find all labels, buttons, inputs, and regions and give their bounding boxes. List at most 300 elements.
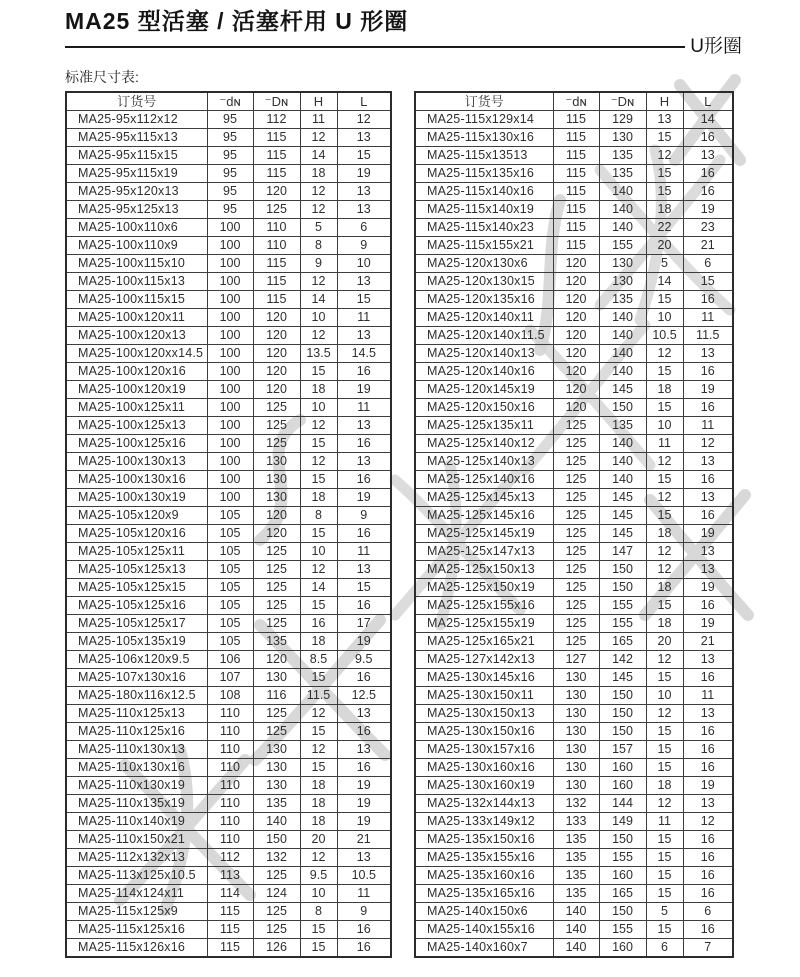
cell-order-no: MA25-106x120x9.5 [66, 651, 207, 669]
cell-l: 16 [337, 363, 391, 381]
cell-order-no: MA25-110x125x16 [66, 723, 207, 741]
cell-Dn: 140 [599, 309, 646, 327]
cell-Dn: 129 [599, 111, 646, 129]
cell-order-no: MA25-115x140x23 [415, 219, 553, 237]
cell-h: 12 [646, 651, 683, 669]
table-row [66, 885, 391, 903]
cell-h: 18 [646, 381, 683, 399]
cell-order-no: MA25-100x130x13 [66, 453, 207, 471]
cell-Dn: 140 [599, 219, 646, 237]
cell-h: 14 [646, 273, 683, 291]
cell-Dn: 145 [599, 525, 646, 543]
table-row [415, 165, 733, 183]
cell-h: 12 [646, 147, 683, 165]
col-header-order-no: 订货号 [66, 92, 207, 111]
cell-l: 9.5 [337, 651, 391, 669]
cell-Dn: 130 [599, 255, 646, 273]
cell-l: 13 [337, 741, 391, 759]
cell-Dn: 120 [253, 309, 300, 327]
cell-h: 12 [300, 273, 337, 291]
cell-h: 18 [300, 165, 337, 183]
cell-l: 16 [683, 831, 733, 849]
cell-order-no: MA25-130x157x16 [415, 741, 553, 759]
cell-order-no: MA25-120x150x16 [415, 399, 553, 417]
cell-dn: 130 [553, 741, 599, 759]
cell-Dn: 115 [253, 273, 300, 291]
col-header-l: L [683, 92, 733, 111]
cell-Dn: 130 [599, 129, 646, 147]
table-row [66, 777, 391, 795]
table-row [415, 273, 733, 291]
cell-h: 20 [646, 237, 683, 255]
cell-l: 16 [337, 471, 391, 489]
cell-l: 13 [337, 183, 391, 201]
cell-order-no: MA25-130x160x19 [415, 777, 553, 795]
cell-Dn: 150 [599, 705, 646, 723]
cell-h: 11 [646, 813, 683, 831]
cell-dn: 125 [553, 579, 599, 597]
cell-dn: 125 [553, 633, 599, 651]
cell-dn: 100 [207, 399, 253, 417]
cell-h: 14 [300, 579, 337, 597]
cell-dn: 100 [207, 255, 253, 273]
cell-h: 18 [646, 579, 683, 597]
table-row [415, 237, 733, 255]
cell-Dn: 110 [253, 219, 300, 237]
cell-order-no: MA25-130x145x16 [415, 669, 553, 687]
cell-dn: 120 [553, 273, 599, 291]
cell-dn: 106 [207, 651, 253, 669]
cell-Dn: 125 [253, 921, 300, 939]
cell-Dn: 110 [253, 237, 300, 255]
cell-Dn: 160 [599, 759, 646, 777]
cell-l: 11 [337, 309, 391, 327]
cell-order-no: MA25-95x115x13 [66, 129, 207, 147]
table-row [415, 399, 733, 417]
cell-l: 16 [337, 723, 391, 741]
table-row [415, 309, 733, 327]
cell-dn: 125 [553, 561, 599, 579]
table-row [415, 831, 733, 849]
table-row [66, 165, 391, 183]
cell-h: 15 [646, 471, 683, 489]
cell-order-no: MA25-100x120x16 [66, 363, 207, 381]
cell-h: 15 [646, 399, 683, 417]
cell-order-no: MA25-180x116x12.5 [66, 687, 207, 705]
table-row [66, 687, 391, 705]
cell-h: 18 [300, 381, 337, 399]
cell-dn: 100 [207, 327, 253, 345]
cell-l: 19 [337, 165, 391, 183]
cell-order-no: MA25-140x160x7 [415, 939, 553, 958]
section-label: U形圈 [690, 36, 742, 57]
table-row [415, 363, 733, 381]
cell-order-no: MA25-100x120x11 [66, 309, 207, 327]
cell-dn: 107 [207, 669, 253, 687]
cell-order-no: MA25-125x145x13 [415, 489, 553, 507]
cell-Dn: 135 [253, 633, 300, 651]
cell-Dn: 155 [599, 615, 646, 633]
cell-order-no: MA25-120x140x13 [415, 345, 553, 363]
cell-order-no: MA25-125x150x19 [415, 579, 553, 597]
cell-l: 13 [337, 849, 391, 867]
cell-dn: 100 [207, 309, 253, 327]
cell-order-no: MA25-135x165x16 [415, 885, 553, 903]
cell-h: 18 [646, 525, 683, 543]
cell-l: 15 [337, 579, 391, 597]
cell-dn: 100 [207, 219, 253, 237]
cell-h: 12 [300, 417, 337, 435]
cell-order-no: MA25-100x120xx14.5 [66, 345, 207, 363]
cell-h: 15 [300, 471, 337, 489]
cell-h: 12 [300, 705, 337, 723]
cell-Dn: 145 [599, 381, 646, 399]
cell-Dn: 116 [253, 687, 300, 705]
cell-dn: 115 [207, 939, 253, 958]
table-row [415, 651, 733, 669]
cell-h: 8 [300, 237, 337, 255]
cell-dn: 115 [553, 111, 599, 129]
cell-l: 19 [337, 795, 391, 813]
cell-Dn: 140 [599, 453, 646, 471]
cell-Dn: 155 [599, 921, 646, 939]
cell-dn: 110 [207, 831, 253, 849]
cell-order-no: MA25-115x135x16 [415, 165, 553, 183]
cell-l: 15 [337, 291, 391, 309]
cell-order-no: MA25-135x150x16 [415, 831, 553, 849]
table-row [415, 561, 733, 579]
cell-dn: 100 [207, 489, 253, 507]
cell-l: 7 [683, 939, 733, 958]
cell-l: 12 [683, 813, 733, 831]
table-row [66, 741, 391, 759]
cell-l: 14 [683, 111, 733, 129]
cell-dn: 100 [207, 381, 253, 399]
cell-order-no: MA25-125x145x16 [415, 507, 553, 525]
cell-Dn: 125 [253, 543, 300, 561]
cell-dn: 120 [553, 345, 599, 363]
cell-Dn: 150 [599, 399, 646, 417]
cell-h: 15 [646, 759, 683, 777]
table-row [66, 363, 391, 381]
table-row [415, 759, 733, 777]
cell-dn: 105 [207, 633, 253, 651]
cell-l: 19 [683, 201, 733, 219]
cell-order-no: MA25-133x149x12 [415, 813, 553, 831]
cell-dn: 130 [553, 705, 599, 723]
cell-order-no: MA25-110x125x13 [66, 705, 207, 723]
cell-dn: 115 [553, 201, 599, 219]
cell-l: 6 [683, 903, 733, 921]
page-title: MA25 型活塞 / 活塞杆用 U 形圈 [65, 8, 409, 34]
cell-l: 13 [683, 453, 733, 471]
table-row [66, 345, 391, 363]
cell-Dn: 135 [599, 291, 646, 309]
table-row [415, 813, 733, 831]
cell-Dn: 125 [253, 561, 300, 579]
cell-dn: 135 [553, 885, 599, 903]
cell-l: 12.5 [337, 687, 391, 705]
table-row [415, 201, 733, 219]
table-caption: 标准尺寸表: [65, 69, 139, 85]
cell-order-no: MA25-110x150x21 [66, 831, 207, 849]
table-row [66, 147, 391, 165]
table-row [66, 201, 391, 219]
cell-Dn: 125 [253, 903, 300, 921]
cell-order-no: MA25-100x120x19 [66, 381, 207, 399]
cell-order-no: MA25-140x155x16 [415, 921, 553, 939]
cell-l: 13 [337, 561, 391, 579]
cell-h: 13.5 [300, 345, 337, 363]
table-row [66, 669, 391, 687]
table-row [415, 219, 733, 237]
cell-h: 22 [646, 219, 683, 237]
cell-Dn: 140 [599, 327, 646, 345]
cell-order-no: MA25-105x120x9 [66, 507, 207, 525]
cell-h: 12 [646, 345, 683, 363]
cell-dn: 95 [207, 147, 253, 165]
cell-Dn: 165 [599, 885, 646, 903]
cell-Dn: 140 [599, 471, 646, 489]
cell-dn: 115 [553, 183, 599, 201]
table-row [66, 435, 391, 453]
cell-dn: 114 [207, 885, 253, 903]
cell-h: 15 [646, 129, 683, 147]
col-header-l: L [337, 92, 391, 111]
cell-Dn: 135 [599, 147, 646, 165]
cell-dn: 120 [553, 327, 599, 345]
table-row [66, 579, 391, 597]
cell-l: 11 [683, 687, 733, 705]
table-row [66, 813, 391, 831]
cell-order-no: MA25-110x130x13 [66, 741, 207, 759]
col-header-dn: ⁻dɴ [553, 92, 599, 111]
cell-h: 18 [300, 633, 337, 651]
cell-h: 15 [646, 867, 683, 885]
cell-order-no: MA25-115x13513 [415, 147, 553, 165]
table-row [66, 273, 391, 291]
cell-Dn: 160 [599, 777, 646, 795]
cell-Dn: 155 [599, 849, 646, 867]
table-row [415, 633, 733, 651]
cell-h: 10 [300, 399, 337, 417]
cell-dn: 125 [553, 507, 599, 525]
cell-Dn: 160 [599, 939, 646, 958]
cell-h: 12 [300, 741, 337, 759]
cell-Dn: 130 [253, 777, 300, 795]
table-row [66, 633, 391, 651]
cell-l: 12 [683, 435, 733, 453]
table-row [415, 939, 733, 958]
cell-l: 13 [337, 201, 391, 219]
cell-h: 12 [300, 327, 337, 345]
table-row [415, 453, 733, 471]
cell-dn: 115 [207, 921, 253, 939]
table-row [66, 183, 391, 201]
cell-h: 18 [300, 489, 337, 507]
cell-l: 11 [337, 543, 391, 561]
table-row [415, 417, 733, 435]
cell-dn: 115 [553, 237, 599, 255]
cell-order-no: MA25-105x125x17 [66, 615, 207, 633]
cell-h: 8 [300, 507, 337, 525]
cell-order-no: MA25-110x135x19 [66, 795, 207, 813]
cell-dn: 105 [207, 615, 253, 633]
cell-l: 11 [337, 399, 391, 417]
cell-dn: 100 [207, 237, 253, 255]
table-row [66, 867, 391, 885]
table-row [66, 417, 391, 435]
table-row [415, 147, 733, 165]
cell-order-no: MA25-130x150x16 [415, 723, 553, 741]
cell-h: 12 [646, 561, 683, 579]
cell-order-no: MA25-95x115x19 [66, 165, 207, 183]
size-table-left [65, 91, 392, 958]
cell-l: 11 [683, 309, 733, 327]
cell-h: 15 [300, 435, 337, 453]
cell-h: 10 [300, 885, 337, 903]
cell-Dn: 155 [599, 597, 646, 615]
cell-order-no: MA25-125x135x11 [415, 417, 553, 435]
cell-order-no: MA25-115x126x16 [66, 939, 207, 958]
cell-l: 11.5 [683, 327, 733, 345]
cell-dn: 133 [553, 813, 599, 831]
cell-order-no: MA25-120x135x16 [415, 291, 553, 309]
table-row [415, 291, 733, 309]
cell-h: 15 [300, 759, 337, 777]
cell-l: 13 [337, 417, 391, 435]
cell-dn: 95 [207, 183, 253, 201]
cell-Dn: 140 [599, 435, 646, 453]
cell-order-no: MA25-130x160x16 [415, 759, 553, 777]
cell-h: 15 [646, 849, 683, 867]
cell-order-no: MA25-100x120x13 [66, 327, 207, 345]
cell-h: 12 [300, 453, 337, 471]
cell-Dn: 135 [599, 165, 646, 183]
cell-l: 21 [337, 831, 391, 849]
cell-l: 12 [337, 111, 391, 129]
cell-dn: 135 [553, 849, 599, 867]
table-row [415, 687, 733, 705]
cell-order-no: MA25-115x140x19 [415, 201, 553, 219]
table-row [415, 597, 733, 615]
table-row [66, 327, 391, 345]
cell-dn: 125 [553, 597, 599, 615]
cell-l: 16 [683, 741, 733, 759]
cell-l: 16 [683, 849, 733, 867]
cell-Dn: 132 [253, 849, 300, 867]
table-row [415, 129, 733, 147]
cell-Dn: 120 [253, 381, 300, 399]
cell-order-no: MA25-115x130x16 [415, 129, 553, 147]
cell-dn: 105 [207, 561, 253, 579]
cell-l: 13 [683, 543, 733, 561]
cell-order-no: MA25-110x130x16 [66, 759, 207, 777]
cell-l: 13 [683, 561, 733, 579]
cell-order-no: MA25-125x150x13 [415, 561, 553, 579]
cell-dn: 110 [207, 741, 253, 759]
cell-order-no: MA25-125x140x13 [415, 453, 553, 471]
table-row [415, 525, 733, 543]
cell-h: 15 [300, 363, 337, 381]
cell-h: 15 [646, 507, 683, 525]
cell-dn: 95 [207, 111, 253, 129]
cell-l: 16 [683, 471, 733, 489]
table-row [66, 525, 391, 543]
cell-l: 15 [337, 147, 391, 165]
cell-dn: 132 [553, 795, 599, 813]
cell-l: 13 [683, 147, 733, 165]
table-row [415, 183, 733, 201]
table-row [415, 507, 733, 525]
cell-l: 16 [337, 669, 391, 687]
cell-Dn: 130 [253, 489, 300, 507]
cell-dn: 110 [207, 705, 253, 723]
cell-dn: 110 [207, 813, 253, 831]
cell-l: 13 [337, 453, 391, 471]
cell-order-no: MA25-120x130x15 [415, 273, 553, 291]
cell-dn: 125 [553, 489, 599, 507]
cell-Dn: 125 [253, 579, 300, 597]
cell-Dn: 115 [253, 291, 300, 309]
table-row [66, 255, 391, 273]
cell-dn: 100 [207, 453, 253, 471]
cell-Dn: 125 [253, 705, 300, 723]
cell-order-no: MA25-132x144x13 [415, 795, 553, 813]
cell-order-no: MA25-125x155x16 [415, 597, 553, 615]
cell-Dn: 147 [599, 543, 646, 561]
cell-l: 19 [683, 381, 733, 399]
cell-order-no: MA25-105x135x19 [66, 633, 207, 651]
cell-order-no: MA25-105x125x13 [66, 561, 207, 579]
cell-h: 18 [646, 777, 683, 795]
title-rule-row [65, 37, 742, 57]
cell-l: 13 [337, 273, 391, 291]
table-row [415, 723, 733, 741]
cell-dn: 100 [207, 471, 253, 489]
cell-Dn: 135 [599, 417, 646, 435]
cell-Dn: 120 [253, 345, 300, 363]
cell-l: 6 [337, 219, 391, 237]
cell-h: 12 [300, 849, 337, 867]
cell-dn: 100 [207, 273, 253, 291]
table-row [415, 579, 733, 597]
table-row [66, 399, 391, 417]
cell-h: 18 [646, 201, 683, 219]
cell-Dn: 115 [253, 165, 300, 183]
cell-h: 12 [646, 543, 683, 561]
cell-order-no: MA25-100x125x11 [66, 399, 207, 417]
cell-Dn: 126 [253, 939, 300, 958]
cell-l: 9 [337, 507, 391, 525]
cell-dn: 125 [553, 471, 599, 489]
cell-Dn: 140 [599, 183, 646, 201]
cell-order-no: MA25-125x155x19 [415, 615, 553, 633]
cell-dn: 127 [553, 651, 599, 669]
cell-dn: 120 [553, 399, 599, 417]
cell-dn: 108 [207, 687, 253, 705]
cell-Dn: 140 [599, 363, 646, 381]
col-header-Dn: ⁻Dɴ [253, 92, 300, 111]
table-row [66, 561, 391, 579]
cell-dn: 120 [553, 291, 599, 309]
cell-h: 15 [646, 363, 683, 381]
cell-dn: 105 [207, 597, 253, 615]
cell-dn: 120 [553, 309, 599, 327]
cell-h: 18 [300, 813, 337, 831]
cell-dn: 125 [553, 435, 599, 453]
cell-order-no: MA25-100x115x15 [66, 291, 207, 309]
